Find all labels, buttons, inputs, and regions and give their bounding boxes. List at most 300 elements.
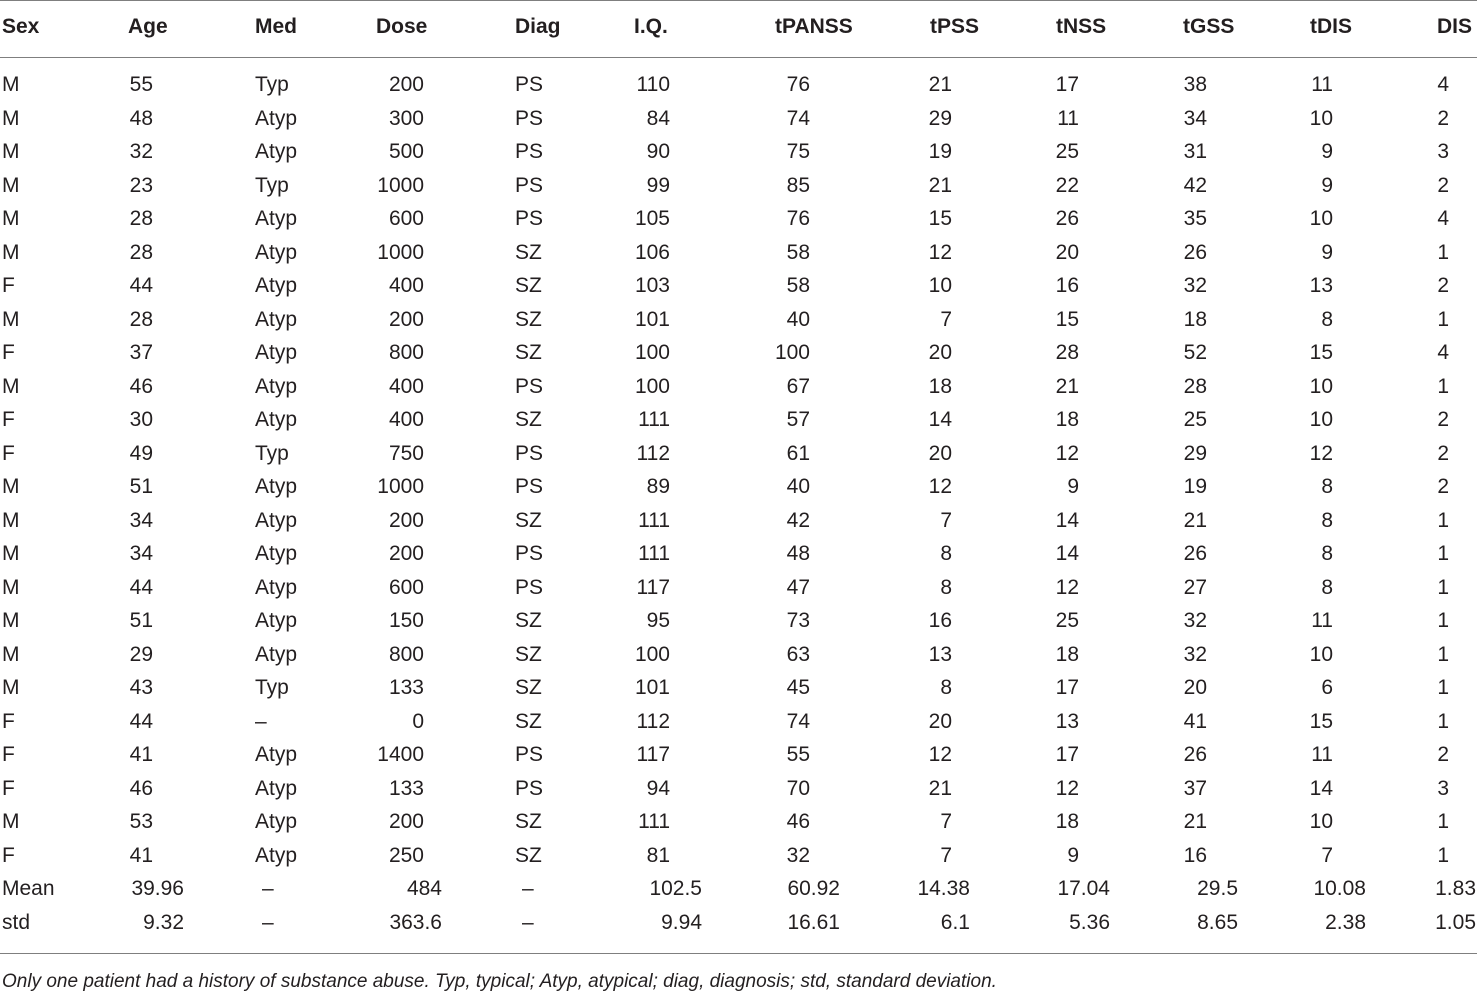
table-cell: Atyp bbox=[255, 575, 298, 599]
table-cell: Atyp bbox=[255, 843, 298, 867]
table-cell: 12 bbox=[1055, 776, 1079, 800]
table-cell: M bbox=[2, 307, 20, 331]
table-footnote: Only one patient had a history of substance abuse. Typ, typical; Atyp, atypical; diag, diagnosis; std, standard deviation. bbox=[2, 971, 997, 992]
table-cell: 8 bbox=[1321, 575, 1333, 599]
table-cell: PS bbox=[515, 575, 544, 599]
table-cell: 500 bbox=[388, 140, 424, 163]
table-cell: F bbox=[2, 843, 15, 867]
table-cell: 42 bbox=[786, 508, 810, 532]
table-cell: 250 bbox=[388, 843, 424, 867]
table-cell: 43 bbox=[129, 676, 153, 699]
column-header: I.Q. bbox=[634, 15, 668, 38]
table-cell: F bbox=[2, 709, 15, 733]
table-cell: 21 bbox=[1055, 374, 1079, 398]
table-cell: 9 bbox=[1321, 140, 1333, 163]
table-cell: 21 bbox=[928, 73, 952, 96]
table-cell: 19 bbox=[928, 140, 952, 163]
table-cell: 1 bbox=[1437, 676, 1449, 699]
table-cell: 10 bbox=[1309, 810, 1333, 833]
table-cell: 7 bbox=[1321, 843, 1333, 867]
table-cell: 8 bbox=[940, 542, 952, 565]
table-cell: 21 bbox=[928, 776, 952, 800]
table-cell: 70 bbox=[786, 776, 810, 800]
table-cell: 7 bbox=[940, 307, 952, 331]
table-cell: 11 bbox=[1311, 73, 1333, 96]
table-cell: 1 bbox=[1437, 374, 1449, 398]
table-cell: 20 bbox=[1055, 240, 1079, 264]
table-cell: 1 bbox=[1437, 542, 1449, 565]
column-header: Sex bbox=[2, 15, 40, 38]
table-cell: 117 bbox=[636, 575, 670, 599]
table-cell: 101 bbox=[634, 676, 670, 699]
table-cell: 400 bbox=[388, 374, 424, 398]
table-cell: 12 bbox=[1055, 575, 1079, 599]
table-cell: 15 bbox=[1309, 341, 1333, 364]
table-cell: 26 bbox=[1183, 743, 1207, 766]
summary-cell: – bbox=[522, 877, 534, 900]
column-header: tDIS bbox=[1310, 15, 1352, 38]
table-cell: PS bbox=[515, 542, 544, 565]
table-cell: 51 bbox=[129, 609, 153, 632]
table-cell: SZ bbox=[515, 274, 542, 297]
table-cell: PS bbox=[515, 207, 544, 230]
table-cell: Atyp bbox=[255, 140, 298, 163]
table-cell: Atyp bbox=[255, 642, 298, 666]
table-cell: M bbox=[2, 240, 20, 264]
table-cell: 76 bbox=[786, 73, 810, 96]
table-cell: 133 bbox=[388, 676, 424, 699]
table-cell: – bbox=[255, 709, 267, 733]
table-cell: 57 bbox=[786, 408, 810, 431]
table-cell: M bbox=[2, 106, 20, 130]
table-cell: SZ bbox=[515, 642, 542, 666]
table-cell: F bbox=[2, 743, 15, 766]
table-cell: PS bbox=[515, 140, 544, 163]
table-cell: 15 bbox=[928, 207, 952, 230]
table-cell: M bbox=[2, 810, 20, 833]
table-cell: 29 bbox=[1183, 441, 1207, 465]
table-cell: SZ bbox=[515, 709, 542, 733]
column-header: Diag bbox=[515, 15, 561, 38]
table-cell: Atyp bbox=[255, 542, 298, 565]
table-cell: 300 bbox=[388, 106, 424, 130]
table-cell: SZ bbox=[515, 676, 542, 699]
table-cell: 58 bbox=[786, 274, 810, 297]
column-header: tPANSS bbox=[775, 15, 853, 38]
table-cell: 800 bbox=[388, 642, 424, 666]
table-cell: 40 bbox=[786, 475, 810, 498]
table-cell: M bbox=[2, 475, 20, 498]
table-cell: SZ bbox=[515, 408, 542, 431]
table-cell: 20 bbox=[928, 341, 952, 364]
table-cell: PS bbox=[515, 475, 544, 498]
table-cell: 48 bbox=[129, 106, 153, 130]
table-cell: 12 bbox=[928, 240, 952, 264]
table-cell: 52 bbox=[1183, 341, 1207, 364]
table-cell: 15 bbox=[1055, 307, 1079, 331]
table-cell: PS bbox=[515, 173, 544, 197]
table-cell: 25 bbox=[1055, 140, 1079, 163]
table-cell: M bbox=[2, 374, 20, 398]
column-header: tGSS bbox=[1183, 15, 1235, 38]
table-cell: 44 bbox=[129, 274, 153, 297]
table-cell: 150 bbox=[388, 609, 424, 632]
column-header: DIS bbox=[1437, 15, 1473, 38]
table-cell: 10 bbox=[1309, 207, 1333, 230]
table-cell: 21 bbox=[928, 173, 952, 197]
table-cell: 1000 bbox=[377, 240, 424, 264]
summary-cell: 102.5 bbox=[649, 877, 702, 900]
table-cell: 41 bbox=[129, 843, 153, 867]
table-cell: Atyp bbox=[255, 106, 298, 130]
table-cell: 200 bbox=[388, 810, 424, 833]
table-cell: 32 bbox=[786, 843, 810, 867]
table-cell: 18 bbox=[1055, 642, 1079, 666]
summary-cell: 39.96 bbox=[131, 877, 184, 900]
table-cell: Atyp bbox=[255, 408, 298, 431]
table-cell: 38 bbox=[1183, 73, 1207, 96]
table-cell: Atyp bbox=[255, 743, 298, 766]
table-cell: 8 bbox=[940, 575, 952, 599]
table-cell: 9 bbox=[1067, 475, 1079, 498]
table-cell: 12 bbox=[1055, 441, 1079, 465]
table-cell: M bbox=[2, 140, 20, 163]
table-cell: SZ bbox=[515, 307, 542, 331]
table-cell: 26 bbox=[1183, 240, 1207, 264]
table-cell: 29 bbox=[129, 642, 153, 666]
table-cell: 2 bbox=[1437, 475, 1449, 498]
table-cell: 12 bbox=[928, 743, 952, 766]
table-cell: 4 bbox=[1437, 207, 1449, 230]
table-cell: 1000 bbox=[377, 475, 424, 498]
table-cell: 133 bbox=[388, 776, 424, 800]
table-cell: 2 bbox=[1437, 408, 1449, 431]
table-cell: 89 bbox=[646, 475, 670, 498]
table-cell: 0 bbox=[412, 709, 424, 733]
table-cell: 200 bbox=[388, 508, 424, 532]
table-cell: F bbox=[2, 776, 15, 800]
table-cell: 10 bbox=[1309, 374, 1333, 398]
table-cell: 28 bbox=[1183, 374, 1207, 398]
table-cell: 11 bbox=[1057, 106, 1079, 130]
summary-cell: 363.6 bbox=[389, 910, 442, 934]
summary-cell: – bbox=[522, 910, 534, 934]
table-cell: 29 bbox=[928, 106, 952, 130]
table-cell: SZ bbox=[515, 843, 542, 867]
table-cell: Atyp bbox=[255, 207, 298, 230]
summary-cell: 8.65 bbox=[1197, 910, 1238, 934]
table-cell: 9 bbox=[1321, 240, 1333, 264]
table-cell: 55 bbox=[786, 743, 810, 766]
table-cell: 3 bbox=[1437, 776, 1449, 800]
table-cell: 1 bbox=[1437, 240, 1449, 264]
table-cell: 9 bbox=[1321, 173, 1333, 197]
table-cell: 27 bbox=[1183, 575, 1207, 599]
table-cell: 63 bbox=[786, 642, 810, 666]
table-cell: 117 bbox=[636, 743, 670, 766]
table-cell: 40 bbox=[786, 307, 810, 331]
table-cell: 111 bbox=[638, 542, 670, 565]
table-cell: 34 bbox=[1183, 106, 1207, 130]
table-cell: 46 bbox=[786, 810, 810, 833]
table-cell: 81 bbox=[646, 843, 670, 867]
table-cell: 4 bbox=[1437, 73, 1449, 96]
table-cell: 67 bbox=[786, 374, 810, 398]
table-cell: 55 bbox=[129, 73, 153, 96]
table-cell: 20 bbox=[928, 441, 952, 465]
table-cell: Atyp bbox=[255, 508, 298, 532]
table-cell: 48 bbox=[786, 542, 810, 565]
table-cell: 10 bbox=[1309, 642, 1333, 666]
table-cell: 74 bbox=[786, 709, 810, 733]
table-cell: 74 bbox=[786, 106, 810, 130]
table-cell: Typ bbox=[255, 173, 289, 197]
table-cell: 112 bbox=[636, 709, 670, 733]
table-cell: F bbox=[2, 408, 15, 431]
table-cell: 21 bbox=[1183, 508, 1207, 532]
table-cell: 28 bbox=[129, 307, 153, 331]
table-cell: 105 bbox=[634, 207, 670, 230]
table-cell: 73 bbox=[786, 609, 810, 632]
table-cell: SZ bbox=[515, 240, 542, 264]
table-cell: 17 bbox=[1055, 743, 1079, 766]
table-cell: 600 bbox=[388, 575, 424, 599]
table-cell: SZ bbox=[515, 508, 542, 532]
table-cell: 45 bbox=[786, 676, 810, 699]
table-cell: PS bbox=[515, 73, 544, 96]
table-cell: 1 bbox=[1437, 575, 1449, 599]
table-cell: 1 bbox=[1437, 642, 1449, 666]
table-cell: 46 bbox=[129, 776, 153, 800]
table-cell: 14 bbox=[1055, 542, 1079, 565]
table-cell: PS bbox=[515, 106, 544, 130]
bottom-rule bbox=[0, 953, 1477, 954]
table-cell: 7 bbox=[940, 508, 952, 532]
column-header: tPSS bbox=[930, 15, 980, 38]
table-cell: 600 bbox=[388, 207, 424, 230]
table-cell: 28 bbox=[129, 240, 153, 264]
table-cell: 13 bbox=[1055, 709, 1079, 733]
table-cell: 51 bbox=[129, 475, 153, 498]
table-cell: 20 bbox=[1183, 676, 1207, 699]
table-cell: 9 bbox=[1067, 843, 1079, 867]
summary-cell: 1.05 bbox=[1435, 910, 1476, 934]
table-cell: 35 bbox=[1183, 207, 1207, 230]
table-cell: 1000 bbox=[377, 173, 424, 197]
table-cell: 16 bbox=[1183, 843, 1207, 867]
table-cell: 28 bbox=[129, 207, 153, 230]
table-cell: 1 bbox=[1437, 307, 1449, 331]
table-cell: 6 bbox=[1321, 676, 1333, 699]
table-cell: PS bbox=[515, 776, 544, 800]
table-cell: 2 bbox=[1437, 173, 1449, 197]
table-cell: Atyp bbox=[255, 810, 298, 833]
table-cell: 31 bbox=[1183, 140, 1207, 163]
table-cell: 1 bbox=[1437, 709, 1449, 733]
table-cell: 8 bbox=[1321, 475, 1333, 498]
table-cell: 44 bbox=[129, 709, 153, 733]
table-cell: 25 bbox=[1055, 609, 1079, 632]
table-cell: 1 bbox=[1437, 843, 1449, 867]
table-cell: 2 bbox=[1437, 441, 1449, 465]
table-cell: M bbox=[2, 542, 20, 565]
table-cell: SZ bbox=[515, 609, 542, 632]
table-cell: 20 bbox=[928, 709, 952, 733]
top-rule bbox=[0, 0, 1477, 1]
table-cell: 111 bbox=[638, 810, 670, 833]
table-cell: 100 bbox=[634, 374, 670, 398]
summary-cell: 17.04 bbox=[1057, 877, 1110, 900]
table-cell: Typ bbox=[255, 73, 289, 96]
table-cell: 32 bbox=[1183, 642, 1207, 666]
table-cell: 100 bbox=[774, 341, 810, 364]
table-cell: M bbox=[2, 642, 20, 666]
header-rule bbox=[0, 57, 1477, 58]
table-cell: Atyp bbox=[255, 240, 298, 264]
table-cell: SZ bbox=[515, 810, 542, 833]
table-cell: 1400 bbox=[377, 743, 424, 766]
table-cell: 400 bbox=[388, 274, 424, 297]
table-cell: 10 bbox=[1309, 408, 1333, 431]
table-cell: 8 bbox=[940, 676, 952, 699]
table-cell: 111 bbox=[638, 408, 670, 431]
table-cell: 14 bbox=[1055, 508, 1079, 532]
summary-cell: – bbox=[262, 877, 274, 900]
table-cell: 85 bbox=[786, 173, 810, 197]
summary-cell: 484 bbox=[406, 877, 442, 900]
table-cell: 42 bbox=[1183, 173, 1207, 197]
table-cell: 46 bbox=[129, 374, 153, 398]
table-cell: 16 bbox=[1055, 274, 1079, 297]
table-cell: 100 bbox=[634, 341, 670, 364]
table-cell: 2 bbox=[1437, 743, 1449, 766]
table-cell: 10 bbox=[1309, 106, 1333, 130]
table-cell: 19 bbox=[1183, 475, 1207, 498]
table-cell: 200 bbox=[388, 307, 424, 331]
table-cell: 4 bbox=[1437, 341, 1449, 364]
table-cell: Atyp bbox=[255, 374, 298, 398]
table-cell: 41 bbox=[1183, 709, 1207, 733]
table-cell: 32 bbox=[1183, 609, 1207, 632]
column-header: tNSS bbox=[1056, 15, 1107, 38]
table-cell: 1 bbox=[1437, 810, 1449, 833]
table-cell: 10 bbox=[928, 274, 952, 297]
summary-cell: 10.08 bbox=[1313, 877, 1366, 900]
table-cell: M bbox=[2, 207, 20, 230]
column-header: Med bbox=[255, 15, 297, 38]
table-cell: 76 bbox=[786, 207, 810, 230]
table-cell: 12 bbox=[1309, 441, 1333, 465]
table-cell: 11 bbox=[1311, 743, 1333, 766]
table-cell: 14 bbox=[928, 408, 952, 431]
table-cell: 800 bbox=[388, 341, 424, 364]
table-cell: PS bbox=[515, 441, 544, 465]
table-cell: 37 bbox=[129, 341, 153, 364]
table-cell: 22 bbox=[1055, 173, 1079, 197]
table-cell: 32 bbox=[1183, 274, 1207, 297]
table-cell: 750 bbox=[388, 441, 424, 465]
summary-cell: 60.92 bbox=[787, 877, 840, 900]
table-cell: 26 bbox=[1055, 207, 1079, 230]
table-cell: 13 bbox=[928, 642, 952, 666]
table-cell: 75 bbox=[786, 140, 810, 163]
table-cell: 90 bbox=[646, 140, 670, 163]
table-cell: 26 bbox=[1183, 542, 1207, 565]
table-cell: 8 bbox=[1321, 542, 1333, 565]
table-cell: 41 bbox=[129, 743, 153, 766]
table-cell: F bbox=[2, 341, 15, 364]
summary-cell: 16.61 bbox=[787, 910, 840, 934]
table-cell: PS bbox=[515, 743, 544, 766]
table-cell: M bbox=[2, 575, 20, 599]
table-cell: M bbox=[2, 676, 20, 699]
table-cell: Atyp bbox=[255, 307, 298, 331]
table-cell: SZ bbox=[515, 341, 542, 364]
table-cell: 14 bbox=[1309, 776, 1333, 800]
table-cell: 23 bbox=[129, 173, 153, 197]
table-cell: 53 bbox=[129, 810, 153, 833]
table-cell: 8 bbox=[1321, 307, 1333, 331]
table-cell: 103 bbox=[634, 274, 670, 297]
table-cell: 2 bbox=[1437, 274, 1449, 297]
table-cell: 111 bbox=[638, 508, 670, 532]
table-cell: M bbox=[2, 508, 20, 532]
table-cell: F bbox=[2, 441, 15, 465]
table-cell: 61 bbox=[786, 441, 810, 465]
table-cell: 100 bbox=[634, 642, 670, 666]
column-header: Age bbox=[128, 15, 168, 38]
table-cell: 101 bbox=[634, 307, 670, 331]
table-cell: 21 bbox=[1183, 810, 1207, 833]
table-cell: 28 bbox=[1055, 341, 1079, 364]
table-cell: 99 bbox=[646, 173, 670, 197]
table-cell: 7 bbox=[940, 810, 952, 833]
table-cell: Typ bbox=[255, 676, 289, 699]
table-cell: 200 bbox=[388, 73, 424, 96]
table-cell: M bbox=[2, 173, 20, 197]
summary-cell: 5.36 bbox=[1069, 910, 1110, 934]
table-cell: 1 bbox=[1437, 609, 1449, 632]
table-cell: 17 bbox=[1055, 676, 1079, 699]
table-cell: 11 bbox=[1311, 609, 1333, 632]
table-cell: 17 bbox=[1055, 73, 1079, 96]
table-cell: 110 bbox=[636, 73, 670, 96]
table-cell: 34 bbox=[129, 508, 153, 532]
summary-cell: 1.83 bbox=[1435, 877, 1476, 900]
table-cell: 112 bbox=[636, 441, 670, 465]
table-cell: Atyp bbox=[255, 776, 298, 800]
table-cell: 106 bbox=[634, 240, 670, 264]
summary-cell: 2.38 bbox=[1325, 910, 1366, 934]
summary-cell: 6.1 bbox=[940, 910, 970, 934]
table-cell: 84 bbox=[646, 106, 670, 130]
summary-cell: 9.94 bbox=[661, 910, 702, 934]
table-cell: Atyp bbox=[255, 609, 298, 632]
table-cell: 47 bbox=[786, 575, 810, 599]
table-cell: 34 bbox=[129, 542, 153, 565]
table-cell: 2 bbox=[1437, 106, 1449, 130]
table-cell: M bbox=[2, 73, 20, 96]
table-cell: 49 bbox=[129, 441, 153, 465]
table-cell: 1 bbox=[1437, 508, 1449, 532]
table-cell: 13 bbox=[1309, 274, 1333, 297]
table-cell: F bbox=[2, 274, 15, 297]
table-cell: PS bbox=[515, 374, 544, 398]
table-cell: 15 bbox=[1309, 709, 1333, 733]
table-cell: Atyp bbox=[255, 341, 298, 364]
table-cell: 3 bbox=[1437, 140, 1449, 163]
table-cell: 25 bbox=[1183, 408, 1207, 431]
